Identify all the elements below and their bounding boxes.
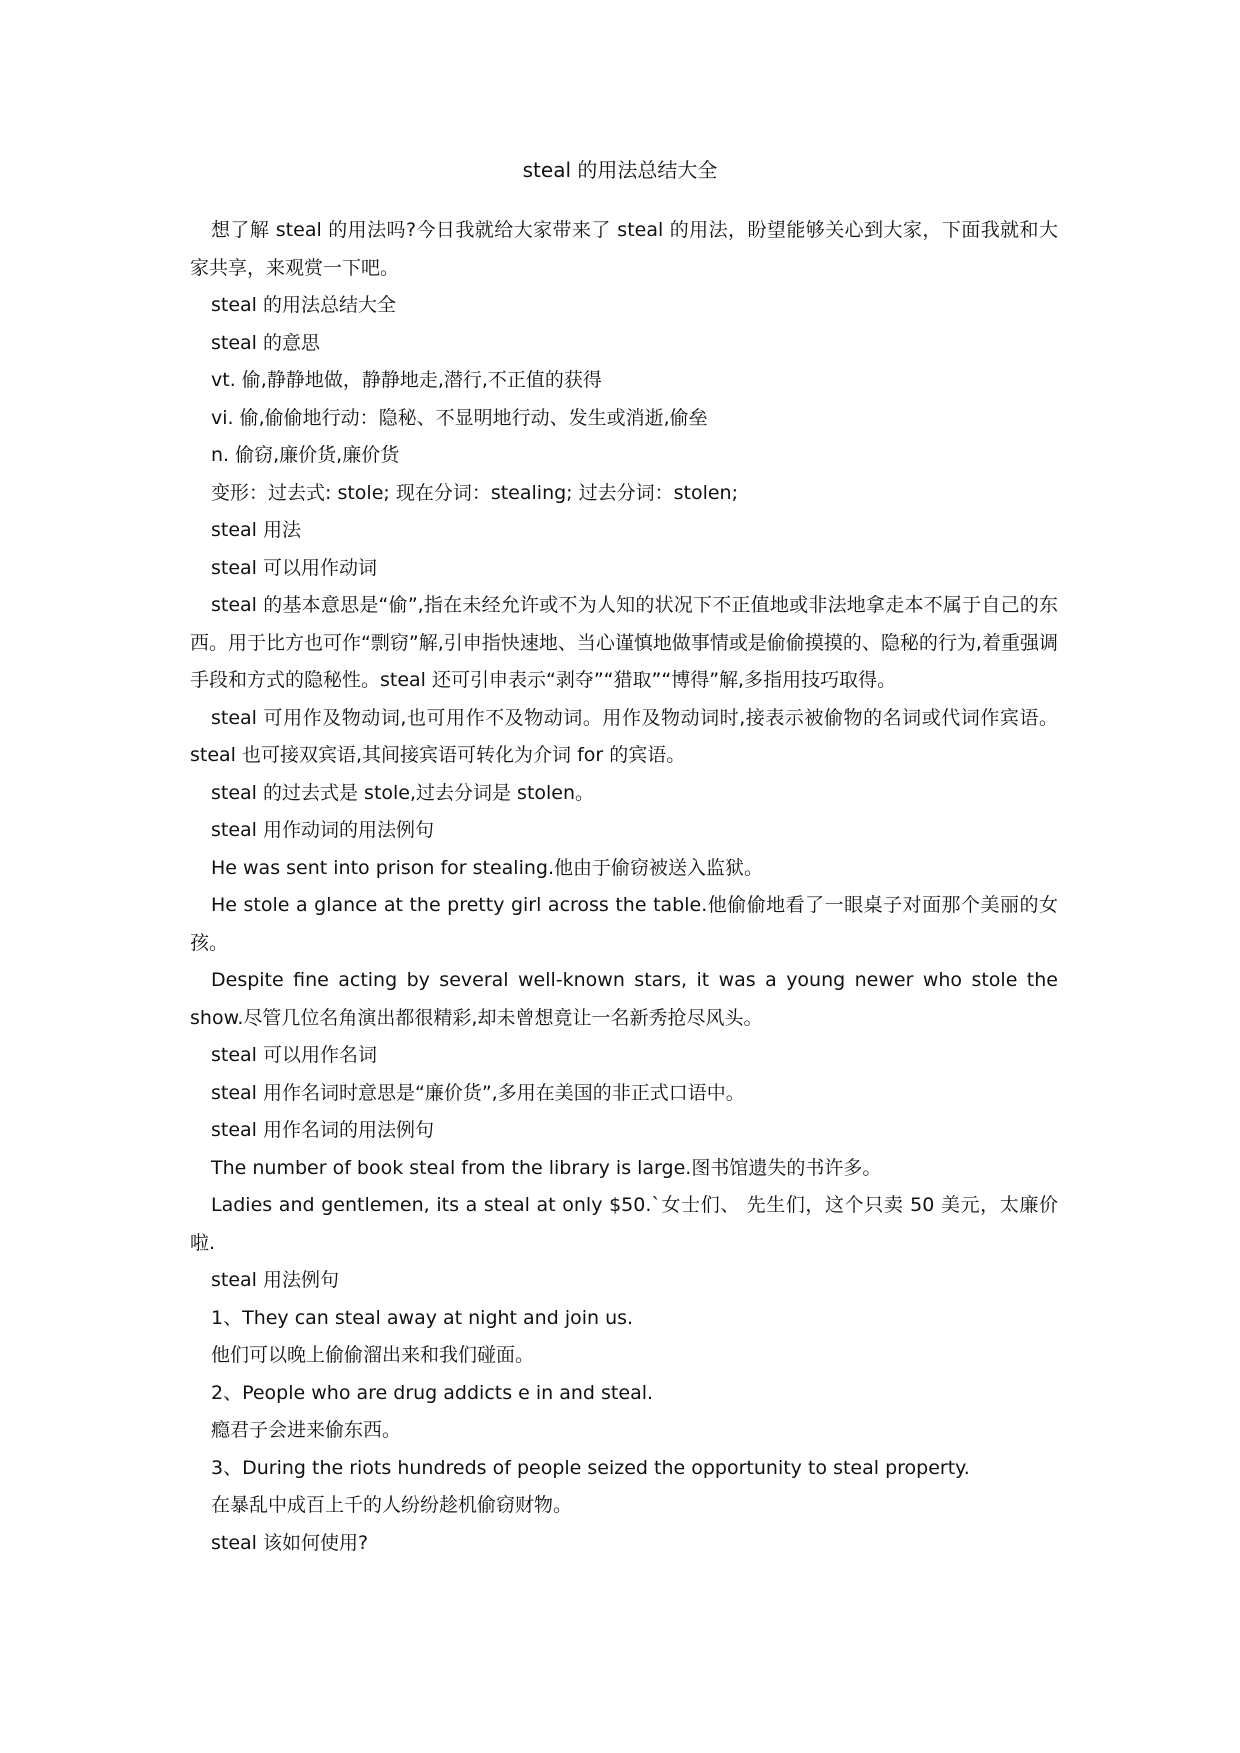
paragraph-verb-example-1: He was sent into prison for stealing.他由于偷窃被送入监狱。	[211, 856, 763, 879]
paragraph-def-vi: vi. 偷,偷偷地行动：隐秘、不显明地行动、发生或消逝,偷垒	[211, 406, 708, 429]
paragraph-verb-example-3: Despite fine acting by several well-known stars, it was a young newer who stole the show.尽管几位名角演出都很精彩,却未曾想竟让一名新秀抢尽风头。	[190, 969, 1058, 1029]
paragraph-intro: 想了解 steal 的用法吗?今日我就给大家带来了 steal 的用法，盼望能够关心到大家，下面我就和大家共享，来观赏一下吧。	[190, 219, 1058, 279]
paragraph-forms: 变形：过去式: stole; 现在分词：stealing; 过去分词：stolen;	[211, 481, 738, 504]
document-title: steal 的用法总结大全	[522, 158, 718, 182]
paragraph-heading-noun: steal 可以用作名词	[211, 1044, 377, 1066]
paragraph-example-2-en: 2、People who are drug addicts e in and steal.	[211, 1381, 654, 1404]
paragraph-heading-examples: steal 用法例句	[211, 1269, 339, 1291]
paragraph-heading-how-to-use: steal 该如何使用?	[211, 1531, 369, 1554]
document-body	[190, 212, 1058, 1562]
paragraph-example-3-zh: 在暴乱中成百上千的人纷纷趁机偷窃财物。	[211, 1494, 573, 1516]
paragraph-example-2-zh: 瘾君子会进来偷东西。	[211, 1419, 402, 1441]
paragraph-noun-example-1: The number of book steal from the library is large.图书馆遗失的书许多。	[211, 1156, 882, 1179]
paragraph-verb-example-2: He stole a glance at the pretty girl across the table.他偷偷地看了一眼桌子对面那个美丽的女孩。	[190, 894, 1058, 954]
paragraph-noun-example-2: Ladies and gentlemen, its a steal at only $50.`女士们、 先生们，这个只卖 50 美元，太廉价啦.	[190, 1194, 1058, 1254]
paragraph-past-forms: steal 的过去式是 stole,过去分词是 stolen。	[211, 781, 595, 804]
paragraph-transitivity: steal 可用作及物动词,也可用作不及物动词。用作及物动词时,接表示被偷物的名词或代词作宾语。steal 也可接双宾语,其间接宾语可转化为介词 for 的宾语。	[190, 706, 1058, 766]
paragraph-example-3-en: 3、During the riots hundreds of people seized the opportunity to steal property.	[211, 1456, 970, 1479]
paragraph-example-1-en: 1、They can steal away at night and join us.	[211, 1306, 634, 1329]
paragraph-def-vt: vt. 偷,静静地做，静静地走,潜行,不正值的获得	[211, 369, 602, 391]
paragraph-def-n: n. 偷窃,廉价货,廉价货	[211, 444, 400, 466]
paragraph-heading-verb: steal 可以用作动词	[211, 556, 377, 579]
paragraph-heading-noun-examples: steal 用作名词的用法例句	[211, 1119, 435, 1141]
paragraph-heading-summary: steal 的用法总结大全	[211, 294, 396, 316]
paragraph-heading-usage: steal 用法	[211, 519, 301, 541]
paragraph-basic-meaning: steal 的基本意思是“偷”,指在未经允许或不为人知的状况下不正值地或非法地拿走本不属于自己的东西。用于比方也可作“剽窃”解,引申指快速地、当心谨慎地做事情或是偷偷摸摸的、隐秘的行为,着重强调手段和方式的隐秘性。steal 还可引申表示“剥夺”“猎取”“博得”解,多指用技巧取得。	[190, 594, 1058, 691]
paragraph-heading-verb-examples: steal 用作动词的用法例句	[211, 819, 435, 841]
paragraph-noun-meaning: steal 用作名词时意思是“廉价货”,多用在美国的非正式口语中。	[211, 1081, 745, 1104]
paragraph-heading-meaning: steal 的意思	[211, 331, 320, 354]
paragraph-example-1-zh: 他们可以晚上偷偷溜出来和我们碰面。	[211, 1344, 535, 1366]
